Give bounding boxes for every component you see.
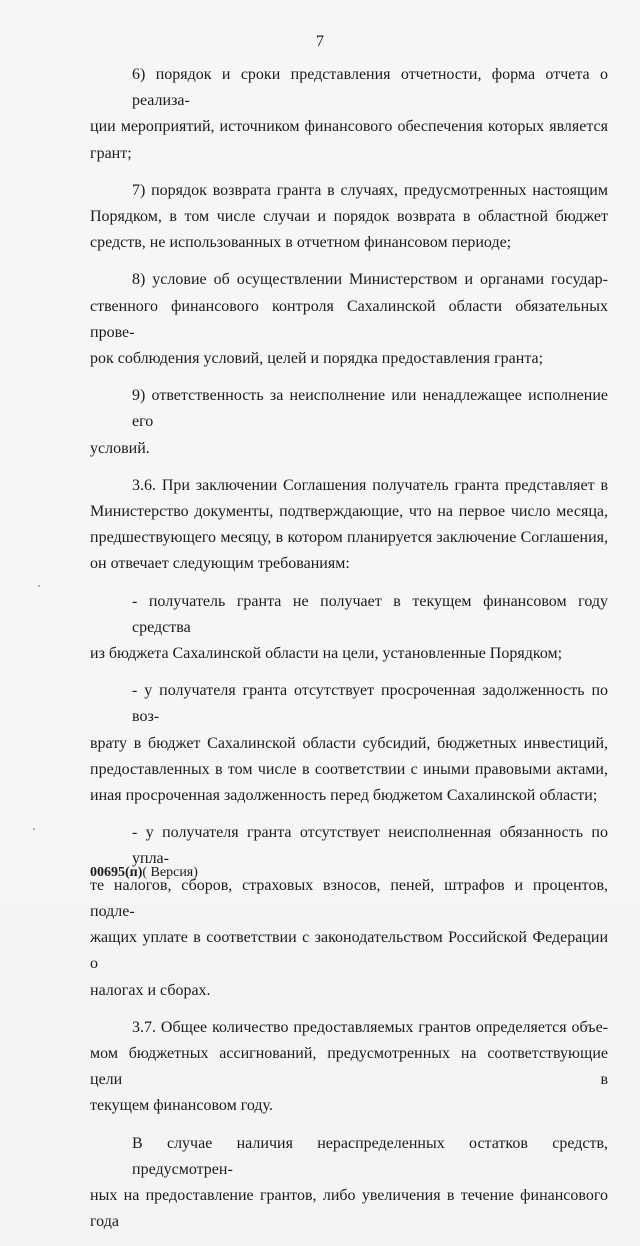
paragraph: [90, 820, 608, 1003]
text-line: 3.7. Общее количество предоставляемых грантов определяется объе-: [132, 1018, 608, 1036]
footer-code-version: ( Версия): [142, 865, 198, 880]
paragraph: [90, 267, 608, 372]
text-line: ных на предоставление грантов, либо увеличения в течение финансового года: [90, 1186, 608, 1231]
text-line: из бюджета Сахалинской области на цели, установленные Порядком;: [90, 645, 563, 663]
text-line: предшествующего месяцу, в котором планируется заключение Соглашения,: [90, 529, 608, 547]
text-line: - у получателя гранта отсутствует неисполненная обязанность по упла-: [132, 824, 608, 868]
text-line: В случае наличия нераспределенных остатков средств, предусмотрен-: [132, 1134, 608, 1178]
text-line: - у получателя гранта отсутствует просроченная задолженность по воз-: [132, 682, 608, 726]
page-number: 7: [316, 33, 324, 50]
text-line: условий.: [90, 439, 150, 457]
paragraph: [90, 473, 608, 578]
text-line: - получатель гранта не получает в текущем финансовом году средства: [132, 592, 608, 636]
text-line: 6) порядок и сроки представления отчетности, форма отчета о реализа-: [132, 66, 608, 110]
text-line: 9) ответственность за неисполнение или ненадлежащее исполнение его: [132, 387, 608, 431]
document-body: [90, 62, 608, 1246]
text-line: 3.6. При заключении Соглашения получатель гранта представляет в: [132, 476, 608, 494]
paragraph: [90, 62, 608, 167]
paragraph: [90, 678, 608, 809]
text-line: предоставленных в том числе в соответствии с иными правовыми актами,: [90, 760, 608, 778]
text-line: Порядком, в том числе случаи и порядок возврата в областной бюджет: [90, 208, 608, 226]
paragraph: [90, 178, 608, 257]
text-line: 7) порядок возврата гранта в случаях, предусмотренных настоящим: [132, 181, 608, 199]
document-footer-code: [90, 865, 198, 881]
scan-speck: [38, 585, 40, 587]
paragraph: [90, 589, 608, 668]
text-line: те налогов, сборов, страховых взносов, пеней, штрафов и процентов, подле-: [90, 876, 608, 920]
scan-speck: [33, 828, 35, 830]
text-line: 8) условие об осуществлении Министерством и органами государ-: [132, 271, 608, 289]
text-line: Министерство документы, подтверждающие, что на первое число месяца,: [90, 503, 608, 521]
text-line: рок соблюдения условий, целей и порядка предоставления гранта;: [90, 350, 544, 368]
text-line: средств, не использованных в отчетном финансовом периоде;: [90, 234, 512, 252]
text-line: он отвечает следующим требованиям:: [90, 555, 350, 573]
paragraph: [90, 1015, 608, 1120]
text-line: врату в бюджет Сахалинской области субсидий, бюджетных инвестиций,: [90, 734, 608, 752]
footer-code-number: 00695(п): [90, 865, 143, 880]
text-line: жащих уплате в соответствии с законодательством Российской Федерации о: [90, 929, 608, 973]
text-line: иная просроченная задолженность перед бюджетом Сахалинской области;: [90, 787, 598, 805]
text-line: мом бюджетных ассигнований, предусмотренных на соответствующие цели в: [90, 1044, 608, 1089]
text-line: текущем финансовом году.: [90, 1097, 273, 1115]
paragraph: [90, 383, 608, 462]
text-line: ции мероприятий, источником финансового обеспечения которых является: [90, 118, 608, 136]
text-line: ственного финансового контроля Сахалинской области обязательных прове-: [90, 297, 608, 341]
text-line: грант;: [90, 144, 132, 162]
paragraph: [90, 1131, 608, 1236]
text-line: налогах и сборах.: [90, 981, 211, 999]
